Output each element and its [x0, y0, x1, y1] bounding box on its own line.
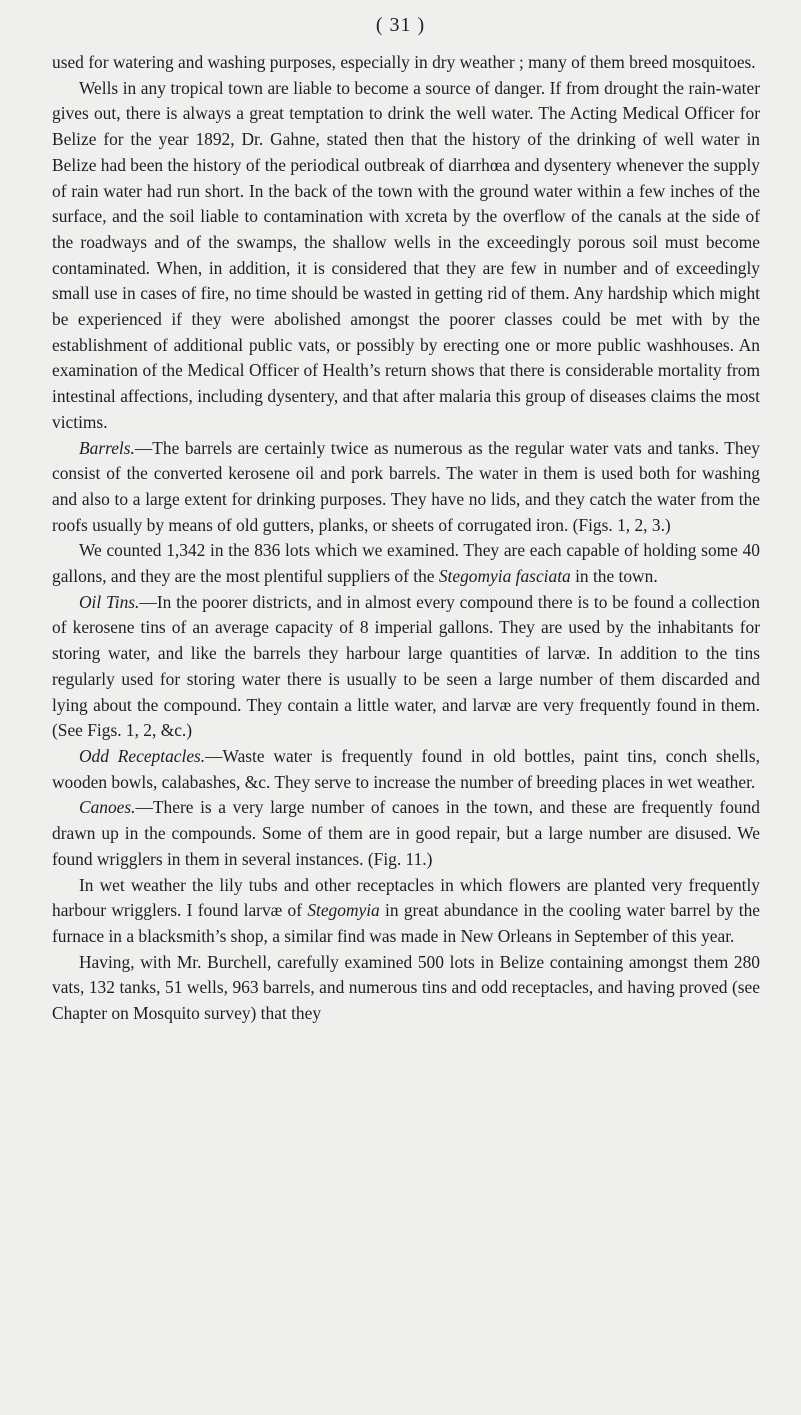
species-name: Stegomyia fasciata — [438, 566, 571, 587]
species-name: Stegomyia — [307, 900, 380, 921]
paragraph-barrel-count — [52, 538, 760, 589]
paragraph-text: We counted 1,342 in the 836 lots which we examined. They are each capable of holding some 40 gallons, and they are the most plentiful suppliers of the — [52, 540, 760, 587]
paragraph-text: Wells in any tropical town are liable to become a source of danger. If from drought the rain-water gives out, there is always a great temptation to drink the well water. The Acting Medical Officer for Belize for the year 1892, Dr. Gahne, stated then that the history of the drinking of well water in Belize had been the history of the periodical outbreak of diarrhœa and dysentery whenever the supply of rain water had run short. In the back of the town with the ground water within a few inches of the surface, and the soil liable to contamination with xcreta by the overflow of the canals at the side of the roadways and of the swamps, the shallow wells in the exceedingly porous soil must become contaminated. When, in addition, it is considered that they are few in number and of exceedingly small use in cases of fire, no time should be wasted in getting rid of them. Any hardship which might be experienced if they were abolished amongst the poorer classes could be met with by the establishment of additional public vats, or possibly by erecting one or more public washhouses. An examination of the Medical Officer of Health’s return shows that there is considerable mortality from intestinal affections, including dysentery, and that after malaria this group of diseases claims the most victims. — [52, 77, 760, 432]
paragraph-text: in the town. — [570, 566, 658, 587]
page-number: ( 31 ) — [375, 14, 426, 36]
paragraph-continuation — [52, 50, 760, 76]
paragraph-barrels — [52, 436, 760, 539]
paragraph-text: Having, with Mr. Burchell, carefully examined 500 lots in Belize containing amongst them 280 vats, 132 tanks, 51 wells, 963 barrels, and numerous tins and odd receptacles, and having proved (see Chapter on Mosquito survey) that they — [52, 951, 760, 1024]
section-heading-barrels: Barrels. — [79, 437, 135, 458]
paragraph-canoes — [52, 795, 760, 872]
paragraph-survey-summary — [52, 950, 760, 1027]
paragraph-text: —Waste water is frequently found in old bottles, paint tins, conch shells, wooden bowls, calabashes, &c. They serve to increase the number of breeding places in wet weather. — [52, 745, 760, 792]
paragraph-text: —There is a very large number of canoes in the town, and these are frequently found drawn up in the compounds. Some of them are in good repair, but a large number are disused. We found wrigglers in them in several instances. (Fig. 11.) — [52, 797, 760, 869]
body-text — [52, 50, 760, 1027]
paragraph-wells — [52, 76, 760, 436]
paragraph-odd-receptacles — [52, 744, 760, 795]
section-heading-odd-receptacles: Odd Receptacles. — [79, 745, 206, 766]
paragraph-text: In wet weather the lily tubs and other receptacles in which flowers are planted very frequently harbour wrigglers. I found larvæ of — [52, 874, 760, 921]
paragraph-oil-tins — [52, 590, 760, 744]
paragraph-text: —In the poorer districts, and in almost every compound there is to be found a collection of kerosene tins of an average capacity of 8 imperial gallons. They are used by the inhabitants for storing water, and like the barrels they harbour large quantities of larvæ. In addition to the tins regularly used for storing water there is usually to be seen a large number of them discarded and lying about the compound. They contain a little water, and larvæ are very frequently found in them. (See Figs. 1, 2, &c.) — [52, 591, 761, 741]
section-heading-oil-tins: Oil Tins. — [79, 591, 140, 612]
paragraph-lily-tubs — [52, 873, 760, 950]
paragraph-text: in great abundance in the cooling water barrel by the furnace in a blacksmith’s shop, a similar find was made in New Orleans in September of this year. — [52, 900, 760, 946]
section-heading-canoes: Canoes. — [79, 797, 136, 818]
paragraph-text: used for watering and washing purposes, especially in dry weather ; many of them breed mosquitoes. — [52, 52, 756, 72]
paragraph-text: —The barrels are certainly twice as numerous as the regular water vats and tanks. They consist of the converted kerosene oil and pork barrels. The water in them is used both for washing and also to a large extent for drinking purposes. They have no lids, and they catch the water from the roofs usually by means of old gutters, planks, or sheets of corrugated iron. (Figs. 1, 2, 3.) — [52, 437, 760, 535]
